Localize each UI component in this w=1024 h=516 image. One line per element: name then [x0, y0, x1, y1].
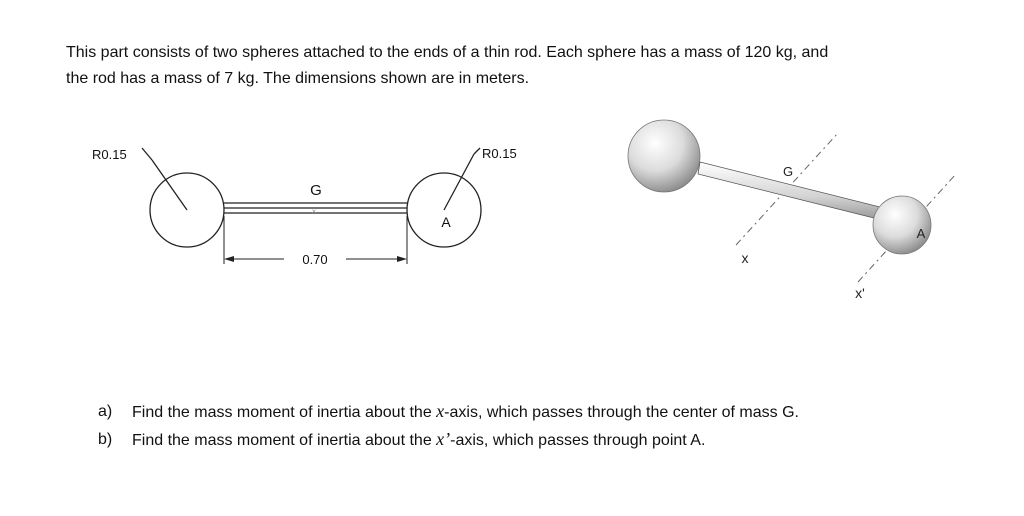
radius-label-left: R0.15 — [92, 147, 127, 162]
label-x-3d: x — [741, 250, 749, 266]
label-x-prime-3d: x' — [855, 285, 865, 301]
question-b-variable: x’ — [436, 429, 451, 449]
question-b-post: -axis, which passes through point A. — [450, 432, 706, 449]
label-g-3d: G — [782, 164, 794, 179]
radius-label-right: R0.15 — [482, 146, 517, 161]
sphere-right-3d — [873, 196, 931, 254]
label-a-3d: A — [916, 226, 926, 241]
question-b — [98, 426, 978, 454]
question-a-post: -axis, which passes through the center of mass G. — [444, 404, 799, 421]
questions-list — [98, 398, 978, 454]
question-b-pre: Find the mass moment of inertia about the — [132, 432, 437, 449]
question-b-label: b) — [98, 431, 113, 448]
question-a-pre: Find the mass moment of inertia about the — [132, 404, 437, 421]
label-a-2d: A — [441, 214, 451, 230]
question-a-text — [132, 398, 799, 426]
length-label: 0.70 — [302, 252, 328, 267]
center-mark-2d: × — [311, 207, 317, 216]
question-a — [98, 398, 978, 426]
question-b-text — [132, 426, 705, 454]
intro-line-1: This part consists of two spheres attached to the ends of a thin rod. Each sphere has a mass of 120 kg, and — [66, 44, 829, 61]
sphere-left-3d — [628, 120, 700, 192]
question-a-label: a) — [98, 403, 113, 420]
question-a-variable: x — [436, 401, 445, 421]
intro-line-2: the rod has a mass of 7 kg. The dimensions shown are in meters. — [66, 70, 530, 87]
label-g-2d: G — [310, 182, 322, 199]
